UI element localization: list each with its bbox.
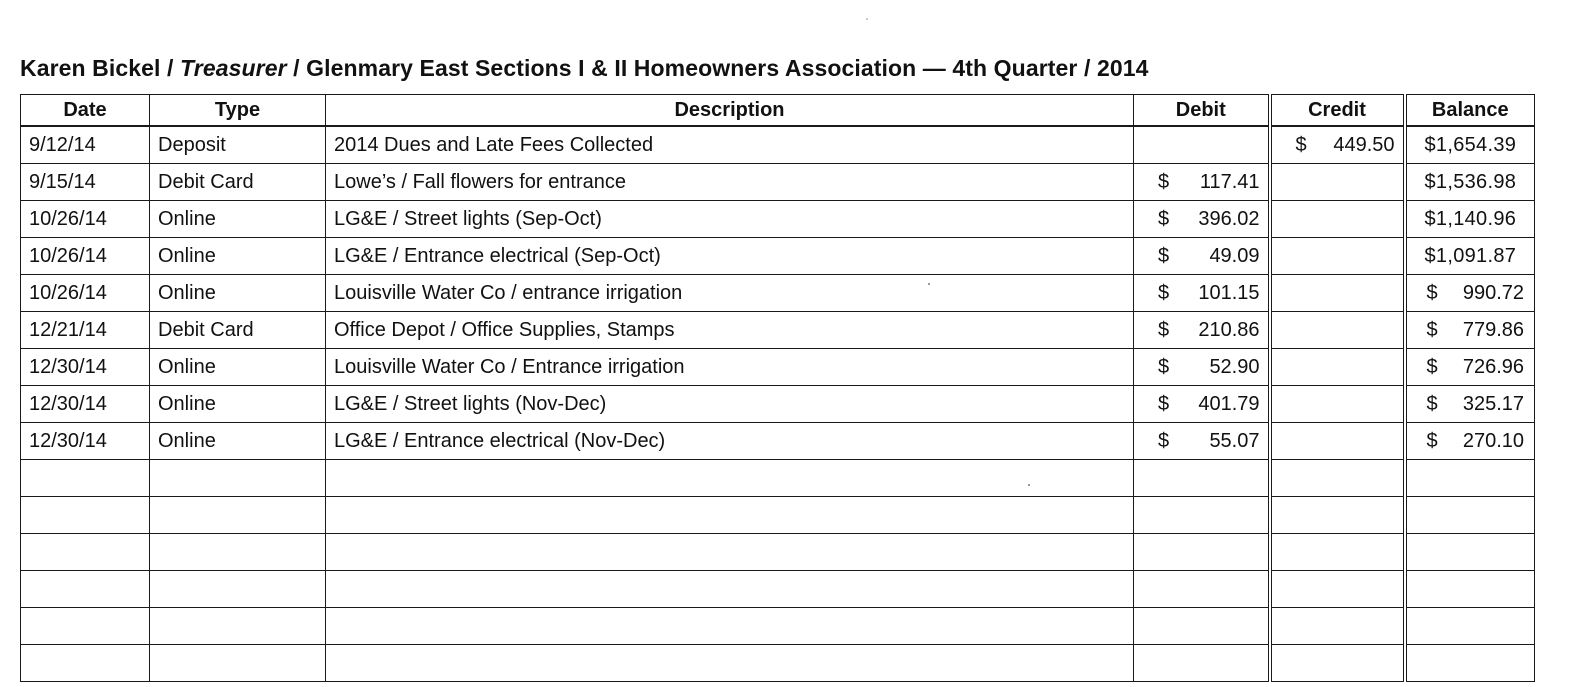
column-header-description: Description [326, 95, 1134, 127]
cell-date: 9/15/14 [21, 164, 150, 201]
cell-type [150, 497, 326, 534]
cell-date: 12/30/14 [21, 423, 150, 460]
cell-debit [1134, 497, 1270, 534]
cell-balance [1405, 608, 1535, 645]
cell-credit [1270, 312, 1405, 349]
cell-debit [1134, 386, 1270, 423]
cell-date [21, 571, 150, 608]
column-header-date: Date [21, 95, 150, 127]
cell-date: 12/30/14 [21, 386, 150, 423]
balance-value: 325.17 [1462, 393, 1524, 415]
balance-value: 270.10 [1462, 430, 1524, 452]
cell-description [326, 497, 1134, 534]
cell-debit [1134, 571, 1270, 608]
cell-debit [1134, 608, 1270, 645]
cell-date [21, 534, 150, 571]
cell-type: Deposit [150, 126, 326, 164]
column-header-type: Type [150, 95, 326, 127]
cell-balance [1405, 571, 1535, 608]
balance-amount [1407, 357, 1535, 377]
balance-amount [1407, 320, 1535, 340]
cell-description: Louisville Water Co / entrance irrigation [326, 275, 1134, 312]
ledger-table [20, 94, 1535, 682]
balance-amount [1407, 431, 1535, 451]
debit-value: 52.90 [1209, 356, 1260, 378]
empty-row [21, 645, 1535, 682]
cell-balance [1405, 275, 1535, 312]
debit-amount [1134, 283, 1268, 303]
balance-amount [1407, 283, 1535, 303]
cell-type: Debit Card [150, 164, 326, 201]
cell-balance [1405, 164, 1535, 201]
cell-description: Office Depot / Office Supplies, Stamps [326, 312, 1134, 349]
debit-value: 55.07 [1209, 430, 1260, 452]
cell-type [150, 645, 326, 682]
balance-value: $1,654.39 [1424, 134, 1517, 156]
column-header-balance: Balance [1405, 95, 1535, 127]
cell-balance [1405, 126, 1535, 164]
table-row [21, 164, 1535, 201]
cell-debit [1134, 349, 1270, 386]
cell-description [326, 608, 1134, 645]
cell-date: 12/30/14 [21, 349, 150, 386]
cell-debit [1134, 423, 1270, 460]
column-header-debit: Debit [1134, 95, 1270, 127]
debit-value: 396.02 [1198, 208, 1260, 230]
currency-symbol: $ [1295, 134, 1307, 156]
cell-balance [1405, 386, 1535, 423]
currency-symbol: $ [1158, 393, 1170, 415]
currency-symbol: $ [1158, 171, 1170, 193]
cell-description: LG&E / Street lights (Nov-Dec) [326, 386, 1134, 423]
table-row [21, 275, 1535, 312]
cell-type [150, 460, 326, 497]
scan-speck [1028, 484, 1030, 486]
cell-balance [1405, 534, 1535, 571]
table-row [21, 423, 1535, 460]
title-rest: / Glenmary East Sections I & II Homeowners Association — 4th Quarter / 2014 [293, 55, 1149, 81]
cell-description [326, 460, 1134, 497]
column-header-credit: Credit [1270, 95, 1405, 127]
credit-value: 449.50 [1333, 134, 1395, 156]
cell-credit [1270, 460, 1405, 497]
cell-credit [1270, 423, 1405, 460]
balance-value: 726.96 [1462, 356, 1524, 378]
cell-type: Online [150, 238, 326, 275]
cell-date [21, 608, 150, 645]
balance-value: $1,140.96 [1424, 208, 1517, 230]
cell-type [150, 571, 326, 608]
table-row [21, 312, 1535, 349]
empty-row [21, 534, 1535, 571]
empty-row [21, 460, 1535, 497]
cell-credit [1270, 386, 1405, 423]
debit-amount [1134, 394, 1268, 414]
header-row [21, 95, 1535, 127]
cell-description: Lowe’s / Fall flowers for entrance [326, 164, 1134, 201]
debit-amount [1134, 431, 1268, 451]
currency-symbol: $ [1158, 245, 1170, 267]
cell-credit [1270, 497, 1405, 534]
cell-credit [1270, 201, 1405, 238]
scan-speck [866, 18, 868, 20]
cell-date: 9/12/14 [21, 126, 150, 164]
cell-date [21, 497, 150, 534]
cell-balance [1405, 238, 1535, 275]
currency-symbol: $ [1158, 356, 1170, 378]
cell-description: LG&E / Entrance electrical (Nov-Dec) [326, 423, 1134, 460]
cell-description: Louisville Water Co / Entrance irrigation [326, 349, 1134, 386]
empty-row [21, 608, 1535, 645]
cell-credit [1270, 164, 1405, 201]
cell-type: Online [150, 275, 326, 312]
cell-date: 10/26/14 [21, 275, 150, 312]
cell-credit [1270, 645, 1405, 682]
cell-description [326, 571, 1134, 608]
balance-value: 779.86 [1462, 319, 1524, 341]
cell-date: 12/21/14 [21, 312, 150, 349]
table-row [21, 126, 1535, 164]
cell-debit [1134, 238, 1270, 275]
cell-type: Debit Card [150, 312, 326, 349]
cell-debit [1134, 645, 1270, 682]
cell-balance [1405, 423, 1535, 460]
cell-credit [1270, 608, 1405, 645]
cell-credit [1270, 571, 1405, 608]
cell-type [150, 534, 326, 571]
cell-description [326, 534, 1134, 571]
currency-symbol: $ [1426, 356, 1438, 378]
balance-value: $1,536.98 [1424, 171, 1517, 193]
table-row [21, 201, 1535, 238]
debit-amount [1134, 172, 1268, 192]
cell-balance [1405, 497, 1535, 534]
debit-amount [1134, 320, 1268, 340]
cell-debit [1134, 126, 1270, 164]
cell-balance [1405, 201, 1535, 238]
scan-speck [928, 283, 930, 285]
table-row [21, 386, 1535, 423]
cell-description [326, 645, 1134, 682]
cell-description: LG&E / Entrance electrical (Sep-Oct) [326, 238, 1134, 275]
cell-balance [1405, 645, 1535, 682]
empty-row [21, 571, 1535, 608]
cell-type: Online [150, 201, 326, 238]
currency-symbol: $ [1158, 430, 1170, 452]
debit-amount [1134, 246, 1268, 266]
cell-date: 10/26/14 [21, 201, 150, 238]
cell-balance [1405, 349, 1535, 386]
table-row [21, 349, 1535, 386]
cell-type: Online [150, 349, 326, 386]
debit-value: 49.09 [1209, 245, 1260, 267]
debit-value: 117.41 [1199, 171, 1260, 193]
cell-debit [1134, 460, 1270, 497]
balance-value: 990.72 [1462, 282, 1524, 304]
cell-credit [1270, 238, 1405, 275]
currency-symbol: $ [1158, 208, 1170, 230]
currency-symbol: $ [1158, 319, 1170, 341]
currency-symbol: $ [1426, 393, 1438, 415]
cell-debit [1134, 534, 1270, 571]
cell-type [150, 608, 326, 645]
cell-debit [1134, 201, 1270, 238]
empty-row [21, 497, 1535, 534]
cell-date [21, 460, 150, 497]
cell-debit [1134, 164, 1270, 201]
balance-amount [1407, 394, 1535, 414]
cell-credit [1270, 126, 1405, 164]
debit-amount [1134, 209, 1268, 229]
debit-value: 210.86 [1198, 319, 1260, 341]
cell-description: LG&E / Street lights (Sep-Oct) [326, 201, 1134, 238]
cell-date: 10/26/14 [21, 238, 150, 275]
cell-credit [1270, 349, 1405, 386]
cell-debit [1134, 312, 1270, 349]
title-name: Karen Bickel / [20, 55, 174, 81]
cell-credit [1270, 275, 1405, 312]
page-title [20, 55, 1149, 82]
cell-date [21, 645, 150, 682]
debit-amount [1134, 357, 1268, 377]
cell-balance [1405, 460, 1535, 497]
cell-type: Online [150, 386, 326, 423]
currency-symbol: $ [1426, 319, 1438, 341]
cell-description: 2014 Dues and Late Fees Collected [326, 126, 1134, 164]
debit-value: 401.79 [1198, 393, 1260, 415]
currency-symbol: $ [1158, 282, 1170, 304]
balance-value: $1,091.87 [1424, 245, 1517, 267]
cell-debit [1134, 275, 1270, 312]
debit-value: 101.15 [1198, 282, 1260, 304]
cell-balance [1405, 312, 1535, 349]
table-row [21, 238, 1535, 275]
cell-type: Online [150, 423, 326, 460]
cell-credit [1270, 534, 1405, 571]
currency-symbol: $ [1426, 430, 1438, 452]
currency-symbol: $ [1426, 282, 1438, 304]
credit-amount [1272, 135, 1403, 155]
title-role: Treasurer [180, 55, 287, 81]
